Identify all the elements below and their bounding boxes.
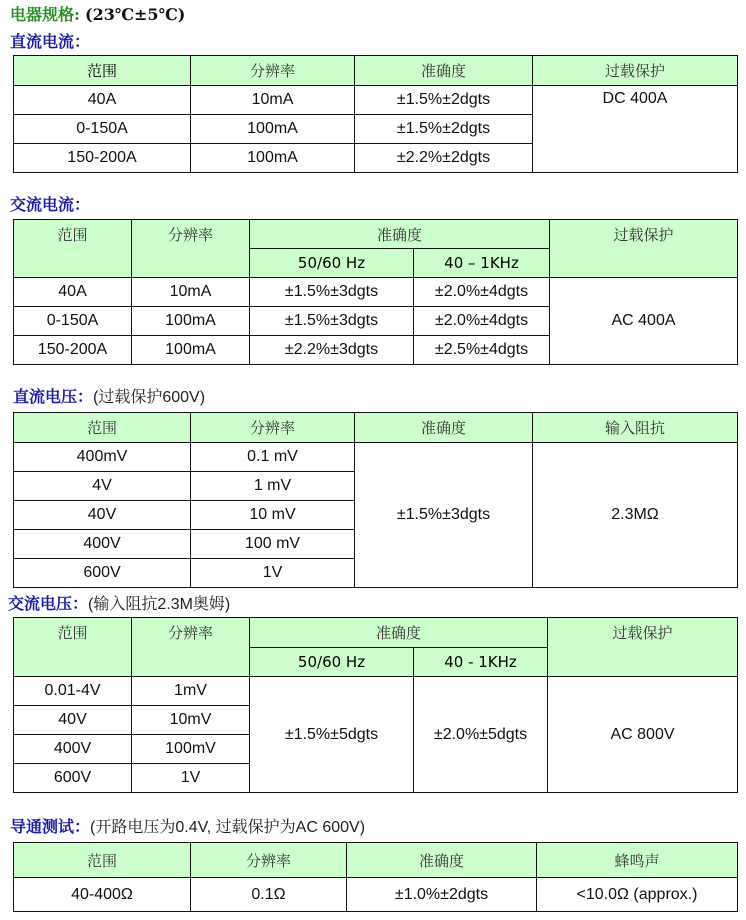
header-50-60hz: 50/60 Hz	[250, 648, 414, 677]
dc-current-heading	[10, 32, 90, 52]
cell-resolution: 1V	[191, 559, 355, 588]
header-range: 范围	[14, 843, 191, 878]
cell-range: 400mV	[14, 443, 191, 472]
spec-title	[10, 5, 185, 25]
header-range: 范围	[14, 56, 191, 86]
cell-accuracy-40-1khz: ±2.0%±4dgts	[414, 278, 550, 307]
cell-overload: AC 800V	[548, 677, 738, 793]
cell-resolution: 10mA	[132, 278, 250, 307]
cell-range: 150-200A	[14, 144, 191, 173]
cell-resolution: 0.1 mV	[191, 443, 355, 472]
header-accuracy: 准确度	[347, 843, 537, 878]
cell-resolution: 100mA	[132, 336, 250, 365]
ac-voltage-note: (输入阻抗2.3M奥姆)	[88, 596, 231, 613]
cell-range: 0-150A	[14, 307, 132, 336]
dc-current-heading-label: 直流电流：	[10, 32, 91, 51]
cell-range: 150-200A	[14, 336, 132, 365]
cell-range: 40V	[14, 706, 132, 735]
header-resolution: 分辨率	[191, 56, 355, 86]
header-overload: 过载保护	[548, 618, 738, 677]
header-range: 范围	[14, 618, 132, 677]
header-resolution: 分辨率	[191, 843, 347, 878]
header-accuracy: 准确度	[250, 618, 548, 648]
cell-range: 4V	[14, 472, 191, 501]
cell-resolution: 10mA	[191, 86, 355, 115]
cell-resolution: 100mA	[191, 115, 355, 144]
header-resolution: 分辨率	[132, 220, 250, 278]
cell-range: 0-150A	[14, 115, 191, 144]
cell-resolution: 10 mV	[191, 501, 355, 530]
cell-accuracy-40-1khz: ±2.0%±5dgts	[414, 677, 548, 793]
cell-range: 40A	[14, 86, 191, 115]
cell-accuracy-50-60hz: ±2.2%±3dgts	[250, 336, 414, 365]
cell-range: 40V	[14, 501, 191, 530]
header-50-60hz: 50/60 Hz	[250, 249, 414, 278]
cell-resolution: 1mV	[132, 677, 250, 706]
header-accuracy: 准确度	[355, 413, 533, 443]
cell-input-impedance: 2.3MΩ	[533, 443, 738, 588]
cell-overload: DC 400A	[533, 86, 738, 173]
continuity-heading	[10, 817, 365, 838]
cell-range: 400V	[14, 735, 132, 764]
dc-voltage-heading-label: 直流电压：	[13, 387, 94, 406]
cell-accuracy-40-1khz: ±2.5%±4dgts	[414, 336, 550, 365]
header-resolution: 分辨率	[191, 413, 355, 443]
continuity-note: (开路电压为0.4V, 过载保护为AC 600V)	[90, 819, 366, 836]
header-40-1khz: 40 - 1KHz	[414, 648, 548, 677]
spec-title-label: 电器规格:	[10, 5, 80, 24]
header-accuracy: 准确度	[250, 220, 550, 249]
cell-accuracy: ±1.5%±2dgts	[355, 86, 533, 115]
cell-accuracy-50-60hz: ±1.5%±3dgts	[250, 278, 414, 307]
ac-voltage-table	[13, 617, 738, 793]
cell-range: 0.01-4V	[14, 677, 132, 706]
cell-resolution: 100 mV	[191, 530, 355, 559]
header-resolution: 分辨率	[132, 618, 250, 677]
cell-range: 400V	[14, 530, 191, 559]
continuity-heading-label: 导通测试：	[10, 817, 91, 836]
cell-accuracy: ±1.0%±2dgts	[347, 878, 537, 912]
dc-voltage-note: (过载保护600V)	[93, 389, 206, 406]
ac-voltage-heading-label: 交流电压：	[8, 594, 89, 613]
cell-resolution: 10mV	[132, 706, 250, 735]
cell-buzzer: <10.0Ω (approx.)	[537, 878, 738, 912]
cell-resolution: 1 mV	[191, 472, 355, 501]
cell-resolution: 1V	[132, 764, 250, 793]
cell-range: 40A	[14, 278, 132, 307]
cell-accuracy-50-60hz: ±1.5%±5dgts	[250, 677, 414, 793]
cell-accuracy: ±1.5%±2dgts	[355, 115, 533, 144]
header-range: 范围	[14, 220, 132, 278]
ac-voltage-heading	[8, 594, 230, 615]
ac-current-heading	[10, 195, 90, 215]
dc-current-table	[13, 55, 738, 173]
cell-accuracy: ±1.5%±3dgts	[355, 443, 533, 588]
header-range: 范围	[14, 413, 191, 443]
cell-range: 600V	[14, 764, 132, 793]
continuity-table	[13, 842, 738, 912]
header-buzzer: 蜂鸣声	[537, 843, 738, 878]
header-overload: 过载保护	[533, 56, 738, 86]
dc-voltage-heading	[13, 387, 205, 408]
header-40-1khz: 40 – 1KHz	[414, 249, 550, 278]
cell-resolution: 100mA	[191, 144, 355, 173]
cell-range: 40-400Ω	[14, 878, 191, 912]
cell-accuracy-40-1khz: ±2.0%±4dgts	[414, 307, 550, 336]
spec-title-condition: (23℃±5℃)	[85, 5, 186, 24]
cell-resolution: 100mA	[132, 307, 250, 336]
cell-accuracy-50-60hz: ±1.5%±3dgts	[250, 307, 414, 336]
cell-resolution: 0.1Ω	[191, 878, 347, 912]
cell-accuracy: ±2.2%±2dgts	[355, 144, 533, 173]
cell-range: 600V	[14, 559, 191, 588]
ac-current-table	[13, 219, 738, 365]
dc-voltage-table	[13, 412, 738, 588]
cell-resolution: 100mV	[132, 735, 250, 764]
ac-current-heading-label: 交流电流：	[10, 195, 91, 214]
header-input-impedance: 输入阻抗	[533, 413, 738, 443]
header-accuracy: 准确度	[355, 56, 533, 86]
cell-overload: AC 400A	[550, 278, 738, 365]
header-overload: 过载保护	[550, 220, 738, 278]
